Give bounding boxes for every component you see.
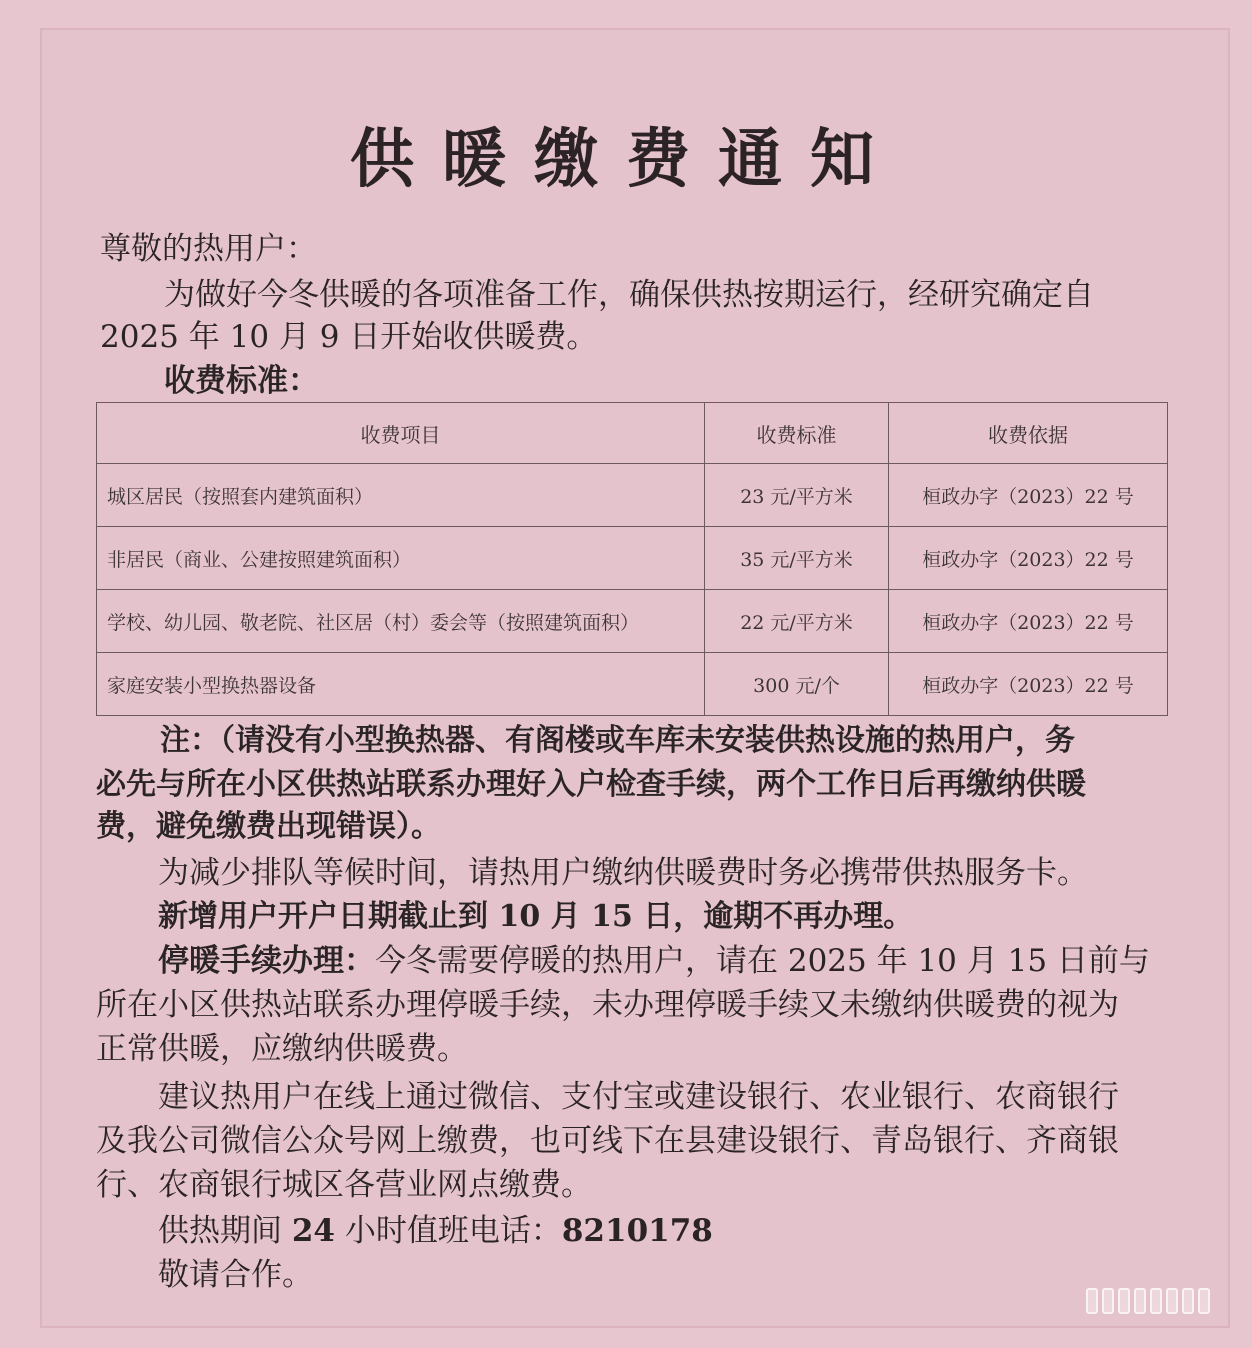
hotline-hours: 24 xyxy=(291,1213,335,1249)
standard-heading: 收费标准： xyxy=(164,363,319,399)
queue-tip: 为减少排队等候时间，请热用户缴纳供暖费时务必携带供热服务卡。 xyxy=(158,855,1088,891)
payment-line-2: 及我公司微信公众号网上缴费，也可线下在县建设银行、青岛银行、齐商银 xyxy=(96,1123,1119,1159)
hotline-number: 8210178 xyxy=(561,1213,713,1249)
fee-table xyxy=(96,402,1168,716)
header-basis: 收费依据 xyxy=(889,403,1168,464)
watermark-icon xyxy=(1086,1290,1226,1312)
closing: 敬请合作。 xyxy=(158,1257,313,1293)
table-row xyxy=(97,527,1168,590)
stop-heating-label: 停暖手续办理： xyxy=(158,943,375,979)
note-line-1: 注：（请没有小型换热器、有阁楼或车库未安装供热设施的热用户，务 xyxy=(160,723,1075,758)
notice-title: 供暖缴费通知 xyxy=(350,122,902,197)
stop-heating-line-2: 所在小区供热站联系办理停暖手续，未办理停暖手续又未缴纳供暖费的视为 xyxy=(96,987,1119,1023)
table-row xyxy=(97,653,1168,716)
intro-line-1: 为做好今冬供暖的各项准备工作，确保供热按期运行，经研究确定自 xyxy=(164,277,1094,313)
row-item: 非居民（商业、公建按照建筑面积） xyxy=(97,527,705,590)
payment-line-1: 建议热用户在线上通过微信、支付宝或建设银行、农业银行、农商银行 xyxy=(158,1079,1119,1115)
hotline-prefix: 供热期间 xyxy=(158,1213,292,1249)
stop-heating-line-1 xyxy=(158,940,1150,982)
header-standard: 收费标准 xyxy=(705,403,889,464)
payment-line-3: 行、农商银行城区各营业网点缴费。 xyxy=(96,1167,592,1203)
row-item: 家庭安装小型换热器设备 xyxy=(97,653,705,716)
row-standard: 35 元/平方米 xyxy=(705,527,889,590)
table-row xyxy=(97,464,1168,527)
row-basis: 桓政办字（2023）22 号 xyxy=(889,653,1168,716)
intro-line-2: 2025 年 10 月 9 日开始收供暖费。 xyxy=(100,319,598,355)
row-basis: 桓政办字（2023）22 号 xyxy=(889,464,1168,527)
new-account-deadline: 新增用户开户日期截止到 10 月 15 日，逾期不再办理。 xyxy=(158,899,914,934)
table-row xyxy=(97,590,1168,653)
row-item: 城区居民（按照套内建筑面积） xyxy=(97,464,705,527)
note-line-2: 必先与所在小区供热站联系办理好入户检查手续，两个工作日后再缴纳供暖 xyxy=(96,767,1086,802)
header-item: 收费项目 xyxy=(97,403,705,464)
row-basis: 桓政办字（2023）22 号 xyxy=(889,590,1168,653)
hotline-middle: 小时值班电话： xyxy=(335,1213,562,1249)
row-standard: 22 元/平方米 xyxy=(705,590,889,653)
row-item: 学校、幼儿园、敬老院、社区居（村）委会等（按照建筑面积） xyxy=(97,590,705,653)
stop-heating-text: 今冬需要停暖的热用户，请在 2025 年 10 月 15 日前与 xyxy=(375,943,1150,979)
salutation: 尊敬的热用户： xyxy=(100,231,317,267)
hotline xyxy=(158,1210,713,1252)
row-standard: 300 元/个 xyxy=(705,653,889,716)
row-standard: 23 元/平方米 xyxy=(705,464,889,527)
row-basis: 桓政办字（2023）22 号 xyxy=(889,527,1168,590)
table-header-row xyxy=(97,403,1168,464)
stop-heating-line-3: 正常供暖，应缴纳供暖费。 xyxy=(96,1031,468,1067)
note-line-3: 费，避免缴费出现错误）。 xyxy=(96,809,441,844)
